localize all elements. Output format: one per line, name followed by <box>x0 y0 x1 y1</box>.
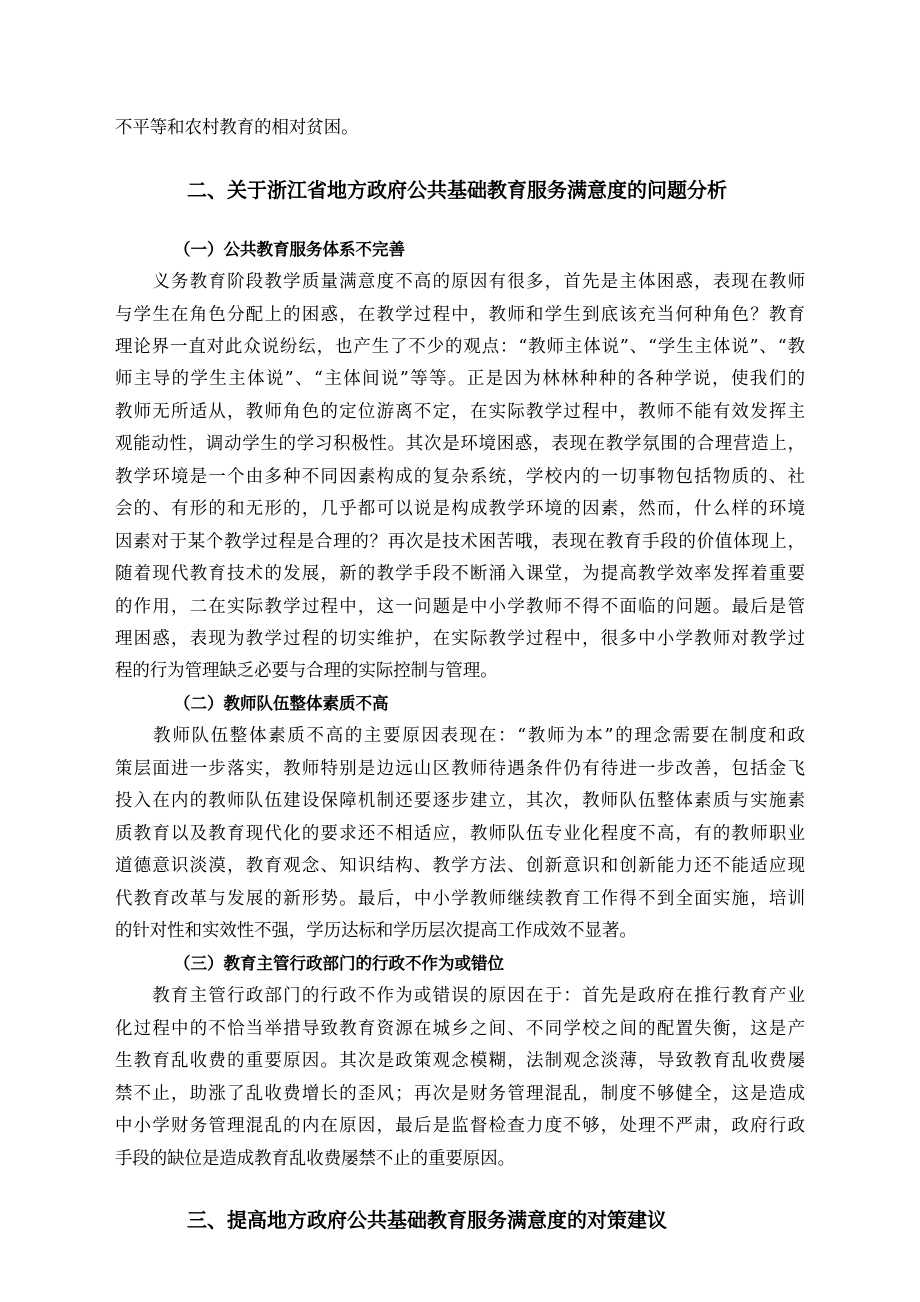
section-2-heading: 二、关于浙江省地方政府公共基础教育服务满意度的问题分析 <box>187 178 727 202</box>
paragraph-line: 理困惑，表现为教学过程的切实维护，在实际教学过程中，很多中小学教师对教学过 <box>115 629 805 649</box>
subsection-2-heading: （二）教师队伍整体素质不高 <box>174 694 389 713</box>
paragraph-line: 教师无所适从，教师角色的定位游离不定，在实际教学过程中，教师不能有效发挥主 <box>115 402 805 422</box>
paragraph-line: 教学环境是一个由多种不同因素构成的复杂系统，学校内的一切事物包括物质的、社 <box>115 467 805 487</box>
paragraph-line: 义务教育阶段教学质量满意度不高的原因有很多，首先是主体困惑，表现在教师 <box>115 272 805 292</box>
section-3-heading: 三、提高地方政府公共基础教育服务满意度的对策建议 <box>187 1208 667 1232</box>
paragraph-line: 随着现代教育技术的发展，新的教学手段不断涌入课堂，为提高教学效率发挥着重要 <box>115 564 805 584</box>
subsection-3-heading: （三）教育主管行政部门的行政不作为或错位 <box>174 954 504 973</box>
paragraph-line: 理论界一直对此众说纷纭，也产生了不少的观点：“教师主体说”、“学生主体说”、“教 <box>115 337 805 357</box>
paragraph-line: 策层面进一步落实，教师特别是边远山区教师待遇条件仍有待进一步改善，包括金飞 <box>115 759 805 779</box>
paragraph-line: 禁不止，助涨了乱收费增长的歪风；再次是财务管理混乱，制度不够健全，这是造成 <box>115 1084 805 1104</box>
paragraph-line: 化过程中的不恰当举措导致教育资源在城乡之间、不同学校之间的配置失衡，这是产 <box>115 1019 805 1039</box>
paragraph-line: 中小学财务管理混乱的内在原因，最后是监督检查力度不够，处理不严肃，政府行政 <box>115 1116 805 1136</box>
paragraph-line: 与学生在角色分配上的困惑，在教学过程中，教师和学生到底该充当何种角色？教育 <box>115 305 805 325</box>
paragraph-line: 投入在内的教师队伍建设保障机制还要逐步建立，其次，教师队伍整体素质与实施素 <box>115 791 805 811</box>
paragraph-line: 道德意识淡漠，教育观念、知识结构、教学方法、创新意识和创新能力还不能适应现 <box>115 856 805 876</box>
paragraph-line: 的针对性和实效性不强，学历达标和学历层次提高工作成效不显著。 <box>115 921 637 941</box>
paragraph-line: 生教育乱收费的重要原因。其次是政策观念模糊，法制观念淡薄，导致教育乱收费屡 <box>115 1051 805 1071</box>
paragraph-line: 因素对于某个教学过程是合理的？再次是技术困苦哦，表现在教育手段的价值体现上， <box>115 532 805 552</box>
paragraph-line: 教育主管行政部门的行政不作为或错误的原因在于：首先是政府在推行教育产业 <box>115 986 805 1006</box>
paragraph-line: 师主导的学生主体说”、“主体间说”等等。正是因为林林种种的各种学说，使我们的 <box>115 369 805 389</box>
paragraph-line: 观能动性，调动学生的学习积极性。其次是环境困惑，表现在教学氛围的合理营造上， <box>115 434 805 454</box>
intro-paragraph-tail: 不平等和农村教育的相对贫困。 <box>115 118 359 138</box>
paragraph-line: 会的、有形的和无形的，几乎都可以说是构成教学环境的因素，然而，什么样的环境 <box>115 499 805 519</box>
paragraph-line: 的作用，二在实际教学过程中，这一问题是中小学教师不得不面临的问题。最后是管 <box>115 597 805 617</box>
paragraph-line: 教师队伍整体素质不高的主要原因表现在：“教师为本”的理念需要在制度和政 <box>115 726 805 746</box>
paragraph-line: 程的行为管理缺乏必要与合理的实际控制与管理。 <box>115 661 498 681</box>
paragraph-line: 质教育以及教育现代化的要求还不相适应，教师队伍专业化程度不高，有的教师职业 <box>115 824 805 844</box>
paragraph-line: 手段的缺位是造成教育乱收费屡禁不止的重要原因。 <box>115 1149 515 1169</box>
paragraph-line: 代教育改革与发展的新形势。最后，中小学教师继续教育工作得不到全面实施，培训 <box>115 889 805 909</box>
subsection-1-heading: （一）公共教育服务体系不完善 <box>174 240 405 259</box>
